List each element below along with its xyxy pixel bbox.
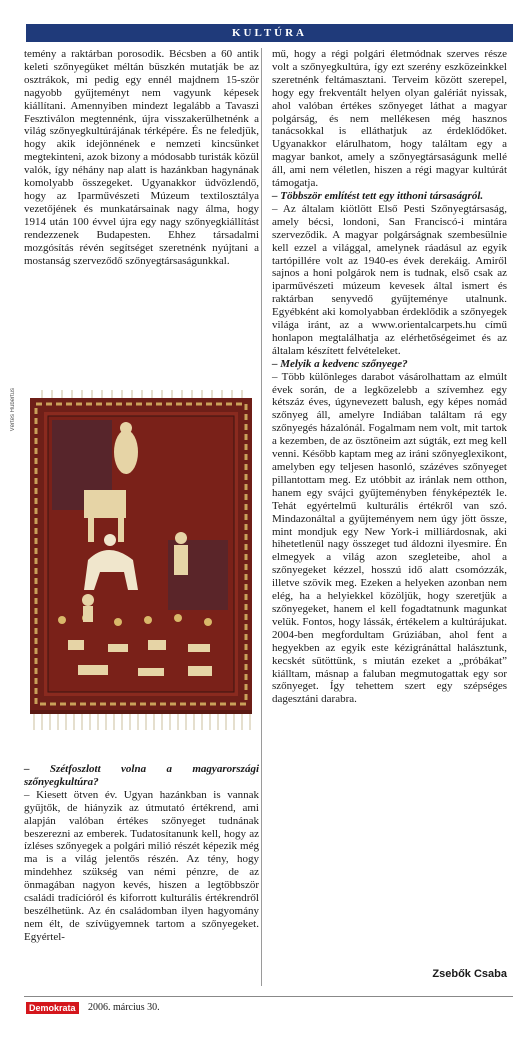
issue-date: 2006. március 30. xyxy=(88,1002,160,1013)
interview-question-3: – Melyik a kedvenc szőnyege? xyxy=(272,357,408,370)
right-paragraph-3: – Több különleges darabot vásárolhattam az elmúlt évek során, de a legközelebb a szívemhez egy kétszáz éves, úgynevezett balush, egy képes nomád szőnyeg áll, amelyre Indiában találtam rá egy szőnyegés házalónál. Fogalmam nem volt, mit tartok a kezemben, de az ösztöneim azt súgták, ezt meg kell venni. Később kaptam meg az iráni szőnyeglexikont, amelyben egy teljesen hasonló, százéves szőnyeget pillantottam meg. Ez utóbbit az iránlak nem otthon, hanem egy svájci gyűjteményben fényképezték le. Tehát egyértelmű kulturális értékről van szó. Mindazonáltal a gyűjteményem nem úgy jött össze, mint mondjuk egy New York-i milliárdosnak, aki hihetetlenül nagy összeget tud áldozni ilyesmire. Én elmegyek a világ azon szegleteibe, ahol a szőnyegeket kézzel, hosszú idő alatt csomózzák, illetve szövik meg. Ezeken a helyeken azonban nem elég, ha a helyiekkel közöljük, hogy szeretjük a szőnyegeket, hanem el kell fogadtatnunk magunkat velük. Fontos, hogy lássák, értékelem a kultúrájukat. 2004-ben megfordultam Grúziában, ahol fent a hegyekben az egyik este kézigránáttal halásztunk, kecskét sütöttünk, s miután ezeket a „próbákat” kiálltam, másnap a faluban megmutogattak egy sor szőnyeget. Így tehettem szert egy szépséges dagesztáni darabra. xyxy=(272,370,507,706)
footer-rule xyxy=(24,996,513,997)
left-column-bottom xyxy=(24,763,259,944)
right-paragraph-2: – Az általam kiötlött Első Pesti Szőnyegtársaság, amely bécsi, londoni, San Franciscó-i mintára szerveződik. A magyar polgárságnak szembesülnie kell ezzel a világgal, amelynek ráadásul az egyik tartópillére volt az 1940-es évek derekáig. Amiről sajnos a honi polgárok nem is tudnak, első csak az iparművészeti múzeum kevesek által ismert és raktárban senyvedő gyűjteménye utalnunk. Egyébként aki komolyabban érdeklődik a szőnyegek világa iránt, az a www.orientalcarpets.hu című honlapon megtalálhatja az elérhetőségeimet és az általam készített felvételeket. xyxy=(272,202,507,357)
section-header-bar xyxy=(26,24,513,42)
interview-question-2: – Többször említést tett egy itthoni társaságról. xyxy=(272,189,484,202)
right-paragraph-1: mű, hogy a régi polgári életmódnak szerves része volt a szőnyegkultúra, így ezt szerény eszközeinkkel szeretnénk feltámasztani. Terveim között szerepel, hogy egy frekventált helyen olyan galériát nyissak, ahol valóban értékes szőnyeget láthat a magyar polgárság, és nem mellékesen még hasznos tanácsokkal is elláthatjuk az érdeklődőket. Ugyanakkor elárulhatom, hogy találtam egy a magyar bankot, amely a szőnyegtársaságunk mellé áll, ami nem véletlen, hiszen a régi magyar kultúrát támogatja. xyxy=(272,48,507,190)
column-divider xyxy=(261,48,262,986)
rug-photo xyxy=(28,390,254,735)
magazine-logo: Demokrata xyxy=(26,1002,79,1014)
author-signature: Zsebők Csaba xyxy=(432,968,507,980)
photo-credit: Vértes Hubertus xyxy=(10,388,16,432)
rug-illustration xyxy=(28,390,254,735)
section-title: KULTÚRA xyxy=(232,27,307,39)
interview-answer-1: – Kiesett ötven év. Ugyan hazánkban is vannak gyűjtők, de hiányzik az útmutató értékrend, ami alapján valóban értékes szőnyeget tudnának beszerezni az emberek. Tudatosítanunk kell, hogy az ízléses szőnyegek a polgári milió részét képezik még ma is a világ jelentős részén. Az tény, hogy mindehhez szükség van némi pénzre, de az önmagában nagyon kevés, hiszen a legtöbbször családi tradícióról és kiforrott kulturális értékrendről beszélhetünk. Az én családomban ilyen hagyomány nem élt, de szívügyemnek tartom a szőnyegeket. Egyértel- xyxy=(24,788,259,943)
left-top-paragraph: temény a raktárban porosodik. Bécsben a 60 antik keleti szőnyegüket méltán büszkén mutatják be az osztrákok, mi pedig egy ennél majdnem 15-ször nagyobb gyűjteményt nem vagyunk képesek kiállítani. Amennyiben mindezt legalább a Tavaszi Fesztiválon megtennénk, újra visszakerülhetnénk a világ szőnyegkultúrájának térképére. És ne feledjük, hogy akik idejönnének e nemzeti kincsünket megtekinteni, azok bizony a módosabb turisták közül valók, így néhány nap alatt is hazánkban hagynának komolyabb összegeket. Ugyanakkor üdvözlendő, hogy az Iparművészeti Múzeum textilosztálya vezetőjének és munkatársainak nagy álma, hogy 1914 után 100 évvel újra egy nagy szőnyegkiállítást rendezzenek Budapesten. Ehhez társadalmi mozgósítás révén segítséget szeretnénk nyújtani a mostanság szerveződő szőnyegtársaságunkkal. xyxy=(24,48,259,267)
right-column xyxy=(272,48,507,706)
interview-question-1: – Szétfoszlott volna a magyarországi szőnyegkultúra? xyxy=(24,763,259,788)
left-column-top xyxy=(24,48,259,267)
